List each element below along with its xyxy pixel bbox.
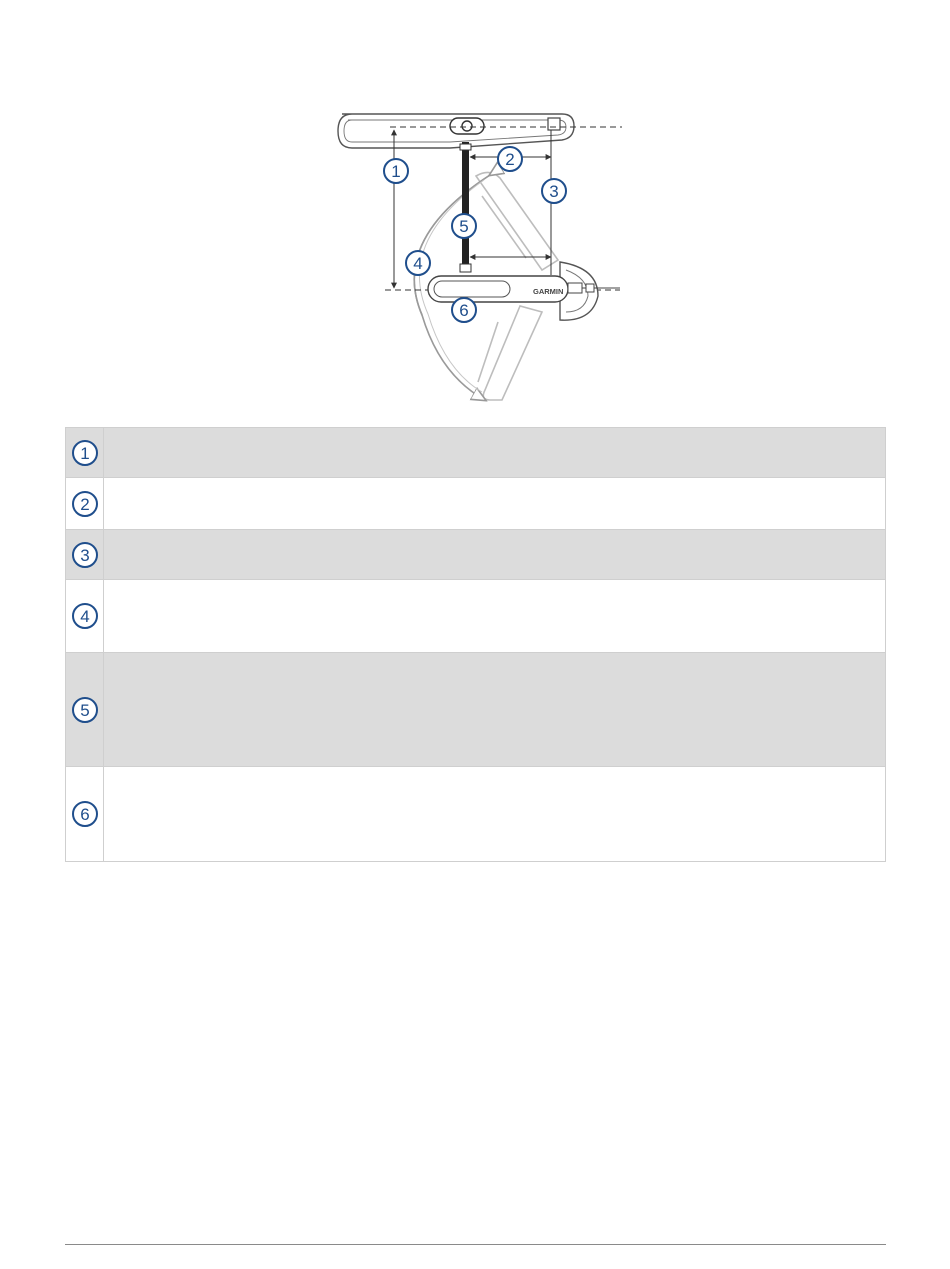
svg-text:6: 6 bbox=[459, 301, 469, 320]
callout-6-badge bbox=[71, 800, 99, 828]
svg-text:4: 4 bbox=[413, 254, 423, 273]
motor-shaft bbox=[462, 142, 469, 270]
callout-2-badge bbox=[71, 490, 99, 518]
callout-3-badge bbox=[71, 541, 99, 569]
table-row bbox=[66, 767, 886, 862]
svg-text:4: 4 bbox=[79, 607, 90, 626]
svg-text:5: 5 bbox=[459, 217, 469, 236]
row-number-cell bbox=[66, 653, 104, 767]
row-description bbox=[104, 530, 886, 580]
table-row bbox=[66, 530, 886, 580]
row-number-cell bbox=[66, 580, 104, 653]
table-row bbox=[66, 478, 886, 530]
callout-3 bbox=[542, 179, 566, 203]
table-row bbox=[66, 580, 886, 653]
callout-1-badge bbox=[71, 439, 99, 467]
row-number-cell bbox=[66, 478, 104, 530]
svg-text:1: 1 bbox=[79, 443, 90, 463]
row-description bbox=[104, 767, 886, 862]
callout-1 bbox=[384, 159, 408, 183]
brand-logo-text: GARMIN bbox=[533, 287, 564, 296]
stowed-motor-outline bbox=[338, 114, 574, 148]
callout-4 bbox=[406, 251, 430, 275]
row-description bbox=[104, 580, 886, 653]
callout-5 bbox=[452, 214, 476, 238]
row-number-cell bbox=[66, 767, 104, 862]
svg-text:3: 3 bbox=[79, 545, 90, 565]
row-description bbox=[104, 653, 886, 767]
callout-legend-table bbox=[65, 427, 886, 862]
row-description bbox=[104, 478, 886, 530]
table-row bbox=[66, 428, 886, 478]
svg-text:1: 1 bbox=[391, 162, 401, 181]
table-row bbox=[66, 653, 886, 767]
row-number-cell bbox=[66, 428, 104, 478]
footer-rule bbox=[65, 1244, 886, 1245]
svg-text:2: 2 bbox=[505, 150, 515, 169]
callout-6 bbox=[452, 298, 476, 322]
row-description bbox=[104, 428, 886, 478]
callout-2 bbox=[498, 147, 522, 171]
svg-text:5: 5 bbox=[79, 700, 90, 720]
callout-5-badge bbox=[71, 696, 99, 724]
callout-4-badge bbox=[71, 602, 99, 630]
mount-clearance-diagram bbox=[330, 100, 630, 420]
svg-text:2: 2 bbox=[79, 494, 90, 514]
svg-text:3: 3 bbox=[549, 182, 559, 201]
row-number-cell bbox=[66, 530, 104, 580]
svg-text:6: 6 bbox=[79, 805, 90, 824]
